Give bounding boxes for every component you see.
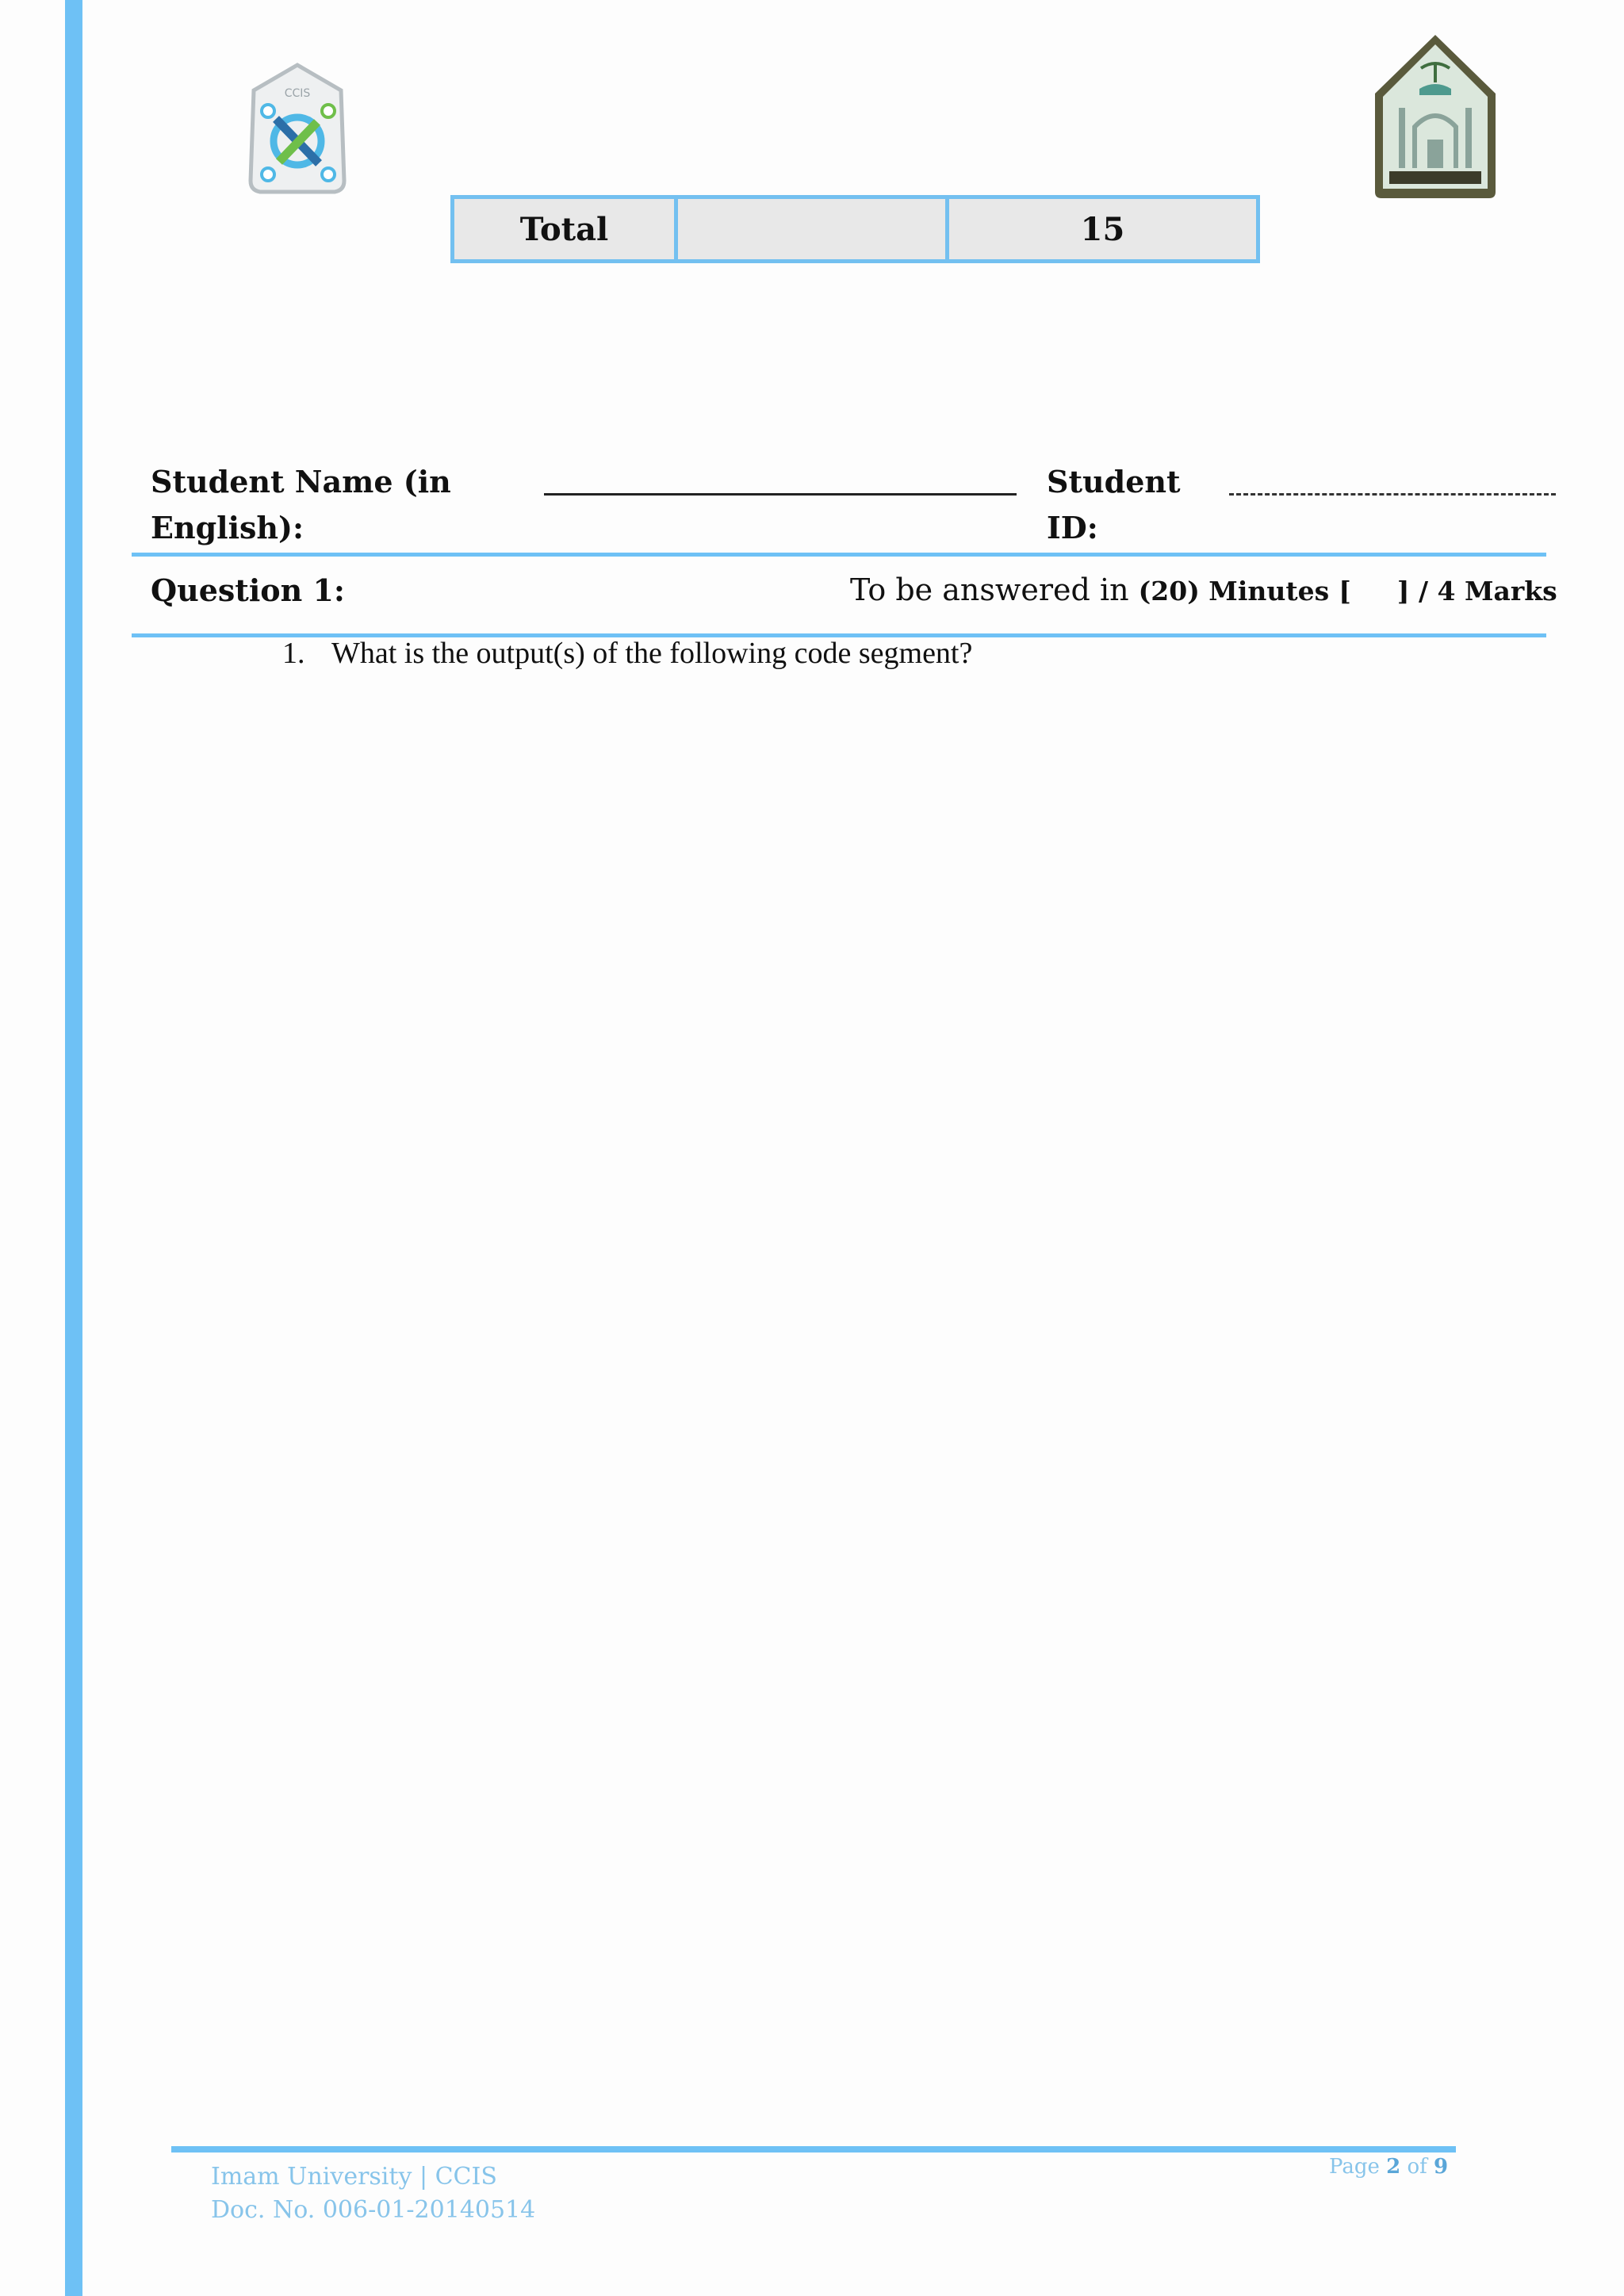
page-current: 2 — [1386, 2155, 1401, 2179]
footer-document-number: Doc. No. 006-01-20140514 — [211, 2196, 536, 2224]
student-id-label-line2: ID: — [1047, 510, 1098, 545]
page-prefix: Page — [1329, 2155, 1380, 2179]
student-id-label — [1047, 459, 1181, 551]
total-score-cell — [676, 197, 948, 262]
question-label: Question 1: — [151, 572, 345, 608]
student-name-label — [151, 459, 451, 551]
footer-page-number — [1329, 2155, 1448, 2179]
divider-top — [132, 553, 1546, 557]
student-id-field[interactable] — [1229, 493, 1556, 496]
question-item-number: 1. — [282, 637, 305, 670]
left-margin-bar — [65, 0, 82, 2296]
total-label: Total — [453, 197, 676, 262]
footer-bar — [171, 2146, 1456, 2152]
page-of: of — [1407, 2155, 1427, 2179]
footer-organization: Imam University | CCIS — [211, 2163, 497, 2191]
page-total: 9 — [1434, 2155, 1449, 2179]
total-max-value: 15 — [948, 197, 1258, 262]
question-minutes: (20) Minutes — [1138, 576, 1330, 607]
total-row — [453, 197, 1258, 262]
question-item — [282, 636, 972, 671]
imam-university-logo — [1372, 32, 1499, 202]
student-name-field[interactable] — [544, 493, 1017, 496]
question-bracket-open: [ — [1339, 576, 1351, 607]
question-item-text: What is the output(s) of the following code segment? — [331, 637, 973, 670]
question-time-prefix: To be answered in — [850, 572, 1129, 607]
total-table — [450, 195, 1260, 263]
student-name-label-line2: English): — [151, 510, 304, 545]
ccis-logo — [246, 62, 349, 197]
question-marks: ] / 4 Marks — [1396, 576, 1557, 607]
question-instructions — [850, 572, 1557, 607]
student-name-label-line1: Student Name (in — [151, 464, 451, 499]
svg-text:CCIS: CCIS — [284, 87, 311, 100]
student-id-label-line1: Student — [1047, 464, 1181, 499]
